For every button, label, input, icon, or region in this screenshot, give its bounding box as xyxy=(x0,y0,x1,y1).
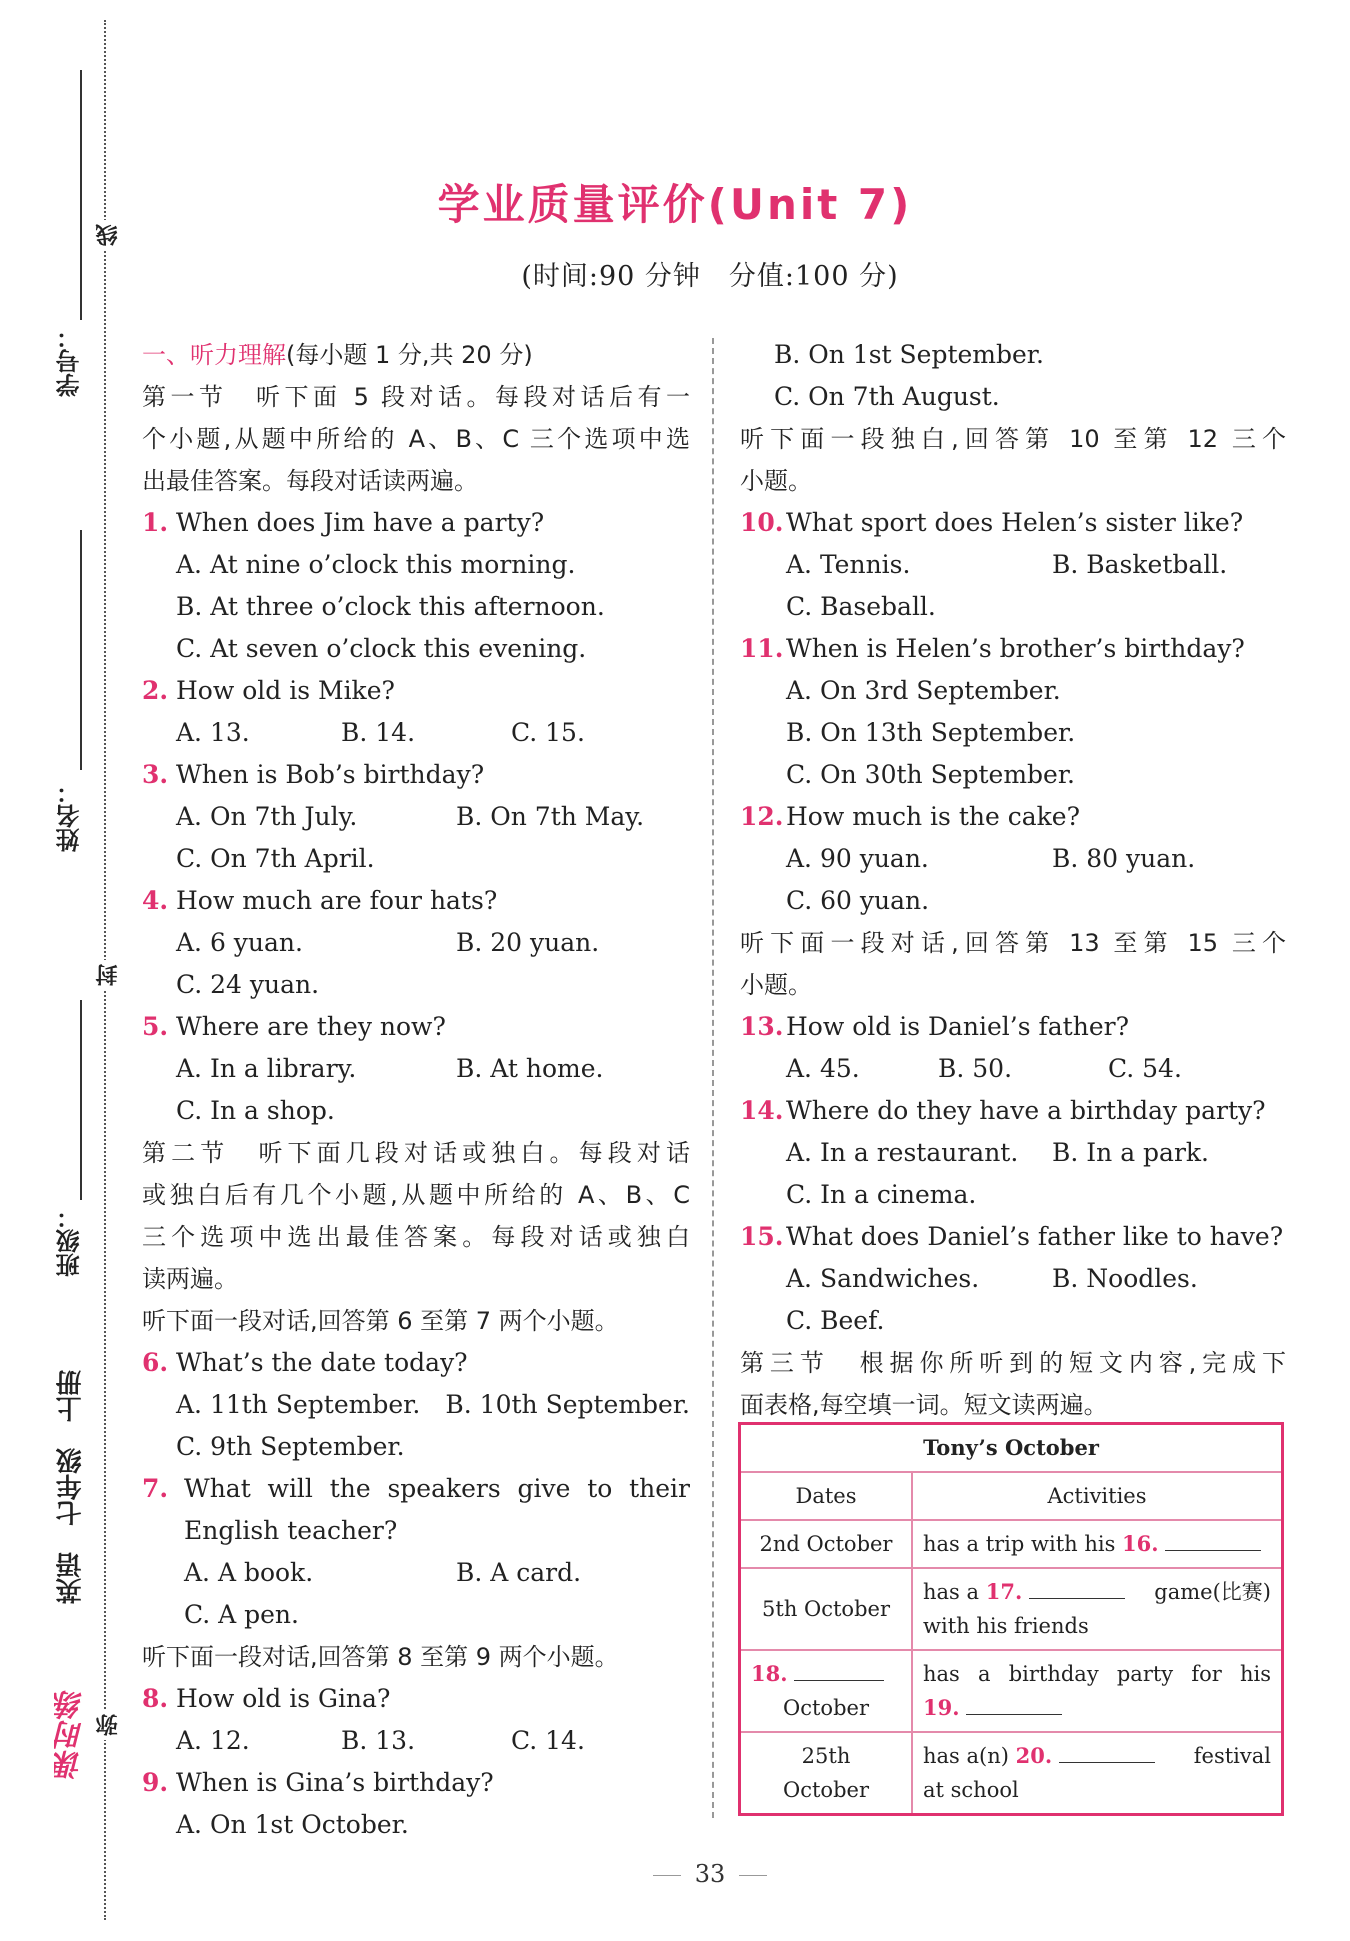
options-row: A. 11th September. B. 10th September. xyxy=(176,1390,690,1419)
intro-13-15-cont: 小题。 xyxy=(740,971,812,999)
options-row: A. 13. B. 14. C. 15. xyxy=(176,718,585,747)
question-11: 11. When is Helen’s brother’s birthday? xyxy=(740,634,1245,663)
option: B. At three o’clock this afternoon. xyxy=(176,592,605,621)
row-date: 18. October xyxy=(740,1650,913,1732)
intro-8-9: 听下面一段对话,回答第 8 至第 9 两个小题。 xyxy=(142,1643,619,1671)
part2-intro-line: 三个选项中选出最佳答案。每段对话或独白 xyxy=(142,1223,690,1251)
table-row xyxy=(740,1650,1283,1732)
part2-intro-line: 或独白后有几个小题,从题中所给的 A、B、C xyxy=(142,1181,690,1209)
column-divider xyxy=(712,338,714,1818)
name-label: 姓名： xyxy=(56,780,84,852)
options-row: A. A book. B. A card. xyxy=(184,1558,582,1587)
option: A. At nine o’clock this morning. xyxy=(176,550,576,579)
name-blank xyxy=(80,530,82,770)
section-heading-note: (每小题 1 分,共 20 分) xyxy=(286,341,533,369)
question-9: 9. When is Gina’s birthday? xyxy=(142,1768,494,1797)
question-12: 12. How much is the cake? xyxy=(740,802,1080,831)
question-13: 13. How old is Daniel’s father? xyxy=(740,1012,1129,1041)
table-title: Tony’s October xyxy=(740,1424,1283,1473)
option: C. Beef. xyxy=(786,1306,885,1335)
options-row: A. 6 yuan. B. 20 yuan. xyxy=(176,928,600,957)
option: B. On 13th September. xyxy=(786,718,1076,747)
question-2: 2. How old is Mike? xyxy=(142,676,395,705)
answer-blank-20[interactable] xyxy=(1059,1740,1155,1763)
table-row xyxy=(740,1732,1283,1815)
row-activity: has a(n) 20. festival at school xyxy=(912,1732,1283,1815)
section-heading-title: 一、听力理解 xyxy=(142,341,286,369)
brand-logo: 课时练 xyxy=(54,1690,89,1780)
option: C. In a shop. xyxy=(176,1096,335,1125)
option: C. Baseball. xyxy=(786,592,936,621)
part1-intro-line: 个小题,从题中所给的 A、B、C 三个选项中选 xyxy=(142,425,690,453)
part3-intro-line: 第三节 根据你所听到的短文内容,完成下 xyxy=(740,1349,1286,1377)
row-activity: has a trip with his 16. xyxy=(912,1520,1283,1568)
option: C. At seven o’clock this evening. xyxy=(176,634,587,663)
option: C. In a cinema. xyxy=(786,1180,977,1209)
table-row xyxy=(740,1568,1283,1650)
options-row: A. 90 yuan. B. 80 yuan. xyxy=(786,844,1196,873)
row-date: 2nd October xyxy=(740,1520,913,1568)
row-date: 25th October xyxy=(740,1732,913,1815)
intro-10-12: 听下面一段独白,回答第 10 至第 12 三个 xyxy=(740,425,1286,453)
option: C. 24 yuan. xyxy=(176,970,320,999)
option: C. On 30th September. xyxy=(786,760,1076,789)
tony-october-table xyxy=(738,1422,1284,1816)
options-row: A. On 7th July. B. On 7th May. xyxy=(176,802,645,831)
question-14: 14. Where do they have a birthday party? xyxy=(740,1096,1266,1125)
seal-char-close: 弥 xyxy=(93,1710,124,1740)
section-heading xyxy=(142,334,690,376)
table-header-row xyxy=(740,1472,1283,1520)
options-row: A. 12. B. 13. C. 14. xyxy=(176,1726,585,1755)
option: A. On 1st October. xyxy=(176,1810,409,1839)
table-title-row xyxy=(740,1424,1283,1473)
col-header-dates: Dates xyxy=(740,1472,913,1520)
answer-blank-17[interactable] xyxy=(1029,1576,1125,1599)
question-8: 8. How old is Gina? xyxy=(142,1684,391,1713)
question-4: 4. How much are four hats? xyxy=(142,886,498,915)
part1-intro-line: 第一节 听下面 5 段对话。每段对话后有一 xyxy=(142,383,690,411)
question-1: 1. When does Jim have a party? xyxy=(142,508,545,537)
option: C. 60 yuan. xyxy=(786,886,930,915)
page-subtitle: (时间:90 分钟 分值:100 分) xyxy=(521,261,899,292)
option: C. On 7th August. xyxy=(774,382,1000,411)
option: C. On 7th April. xyxy=(176,844,375,873)
book-info: 英语 七年级 上册 xyxy=(56,1370,86,1604)
row-activity: has a birthday party for his 19. xyxy=(912,1650,1283,1732)
student-id-label: 学号： xyxy=(56,325,84,397)
options-row: A. Sandwiches. B. Noodles. xyxy=(786,1264,1198,1293)
options-row: A. 45. B. 50. C. 54. xyxy=(786,1054,1182,1083)
question-10: 10. What sport does Helen’s sister like? xyxy=(740,508,1244,537)
option: A. On 3rd September. xyxy=(786,676,1061,705)
options-row: A. In a library. B. At home. xyxy=(176,1054,604,1083)
page-number: 33 xyxy=(0,1860,1350,1888)
intro-10-12-cont: 小题。 xyxy=(740,467,812,495)
row-activity: has a 17. game(比赛) with his friends xyxy=(912,1568,1283,1650)
options-row: A. Tennis. B. Basketball. xyxy=(786,550,1228,579)
question-3: 3. When is Bob’s birthday? xyxy=(142,760,485,789)
part2-intro-line: 读两遍。 xyxy=(142,1265,238,1293)
answer-blank-19[interactable] xyxy=(966,1692,1062,1715)
intro-13-15: 听下面一段对话,回答第 13 至第 15 三个 xyxy=(740,929,1286,957)
class-blank xyxy=(80,1000,82,1200)
question-15: 15. What does Daniel’s father like to have? xyxy=(740,1222,1284,1251)
class-label: 班级： xyxy=(56,1205,84,1277)
seal-char-seal: 封 xyxy=(93,960,124,990)
answer-blank-18[interactable] xyxy=(794,1658,884,1681)
part2-intro-line: 第二节 听下面几段对话或独白。每段对话 xyxy=(142,1139,690,1167)
col-header-activities: Activities xyxy=(912,1472,1283,1520)
right-column xyxy=(740,334,1286,1426)
seal-char-line: 线 xyxy=(93,220,124,250)
question-7-cont: English teacher? xyxy=(184,1516,398,1545)
question-5: 5. Where are they now? xyxy=(142,1012,446,1041)
option: B. On 1st September. xyxy=(774,340,1044,369)
part1-intro-line: 出最佳答案。每段对话读两遍。 xyxy=(142,467,478,495)
option: C. A pen. xyxy=(184,1600,299,1629)
answer-blank-16[interactable] xyxy=(1165,1528,1261,1551)
intro-6-7: 听下面一段对话,回答第 6 至第 7 两个小题。 xyxy=(142,1307,619,1335)
page-title: 学业质量评价(Unit 7) xyxy=(437,180,913,229)
part3-intro-line: 面表格,每空填一词。短文读两遍。 xyxy=(740,1391,1108,1419)
table-row xyxy=(740,1520,1283,1568)
options-row: A. In a restaurant. B. In a park. xyxy=(786,1138,1209,1167)
option: C. 9th September. xyxy=(176,1432,405,1461)
question-7: 7. What will the speakers give to their xyxy=(142,1474,690,1503)
question-6: 6. What’s the date today? xyxy=(142,1348,468,1377)
row-date: 5th October xyxy=(740,1568,913,1650)
left-column xyxy=(142,334,690,1846)
